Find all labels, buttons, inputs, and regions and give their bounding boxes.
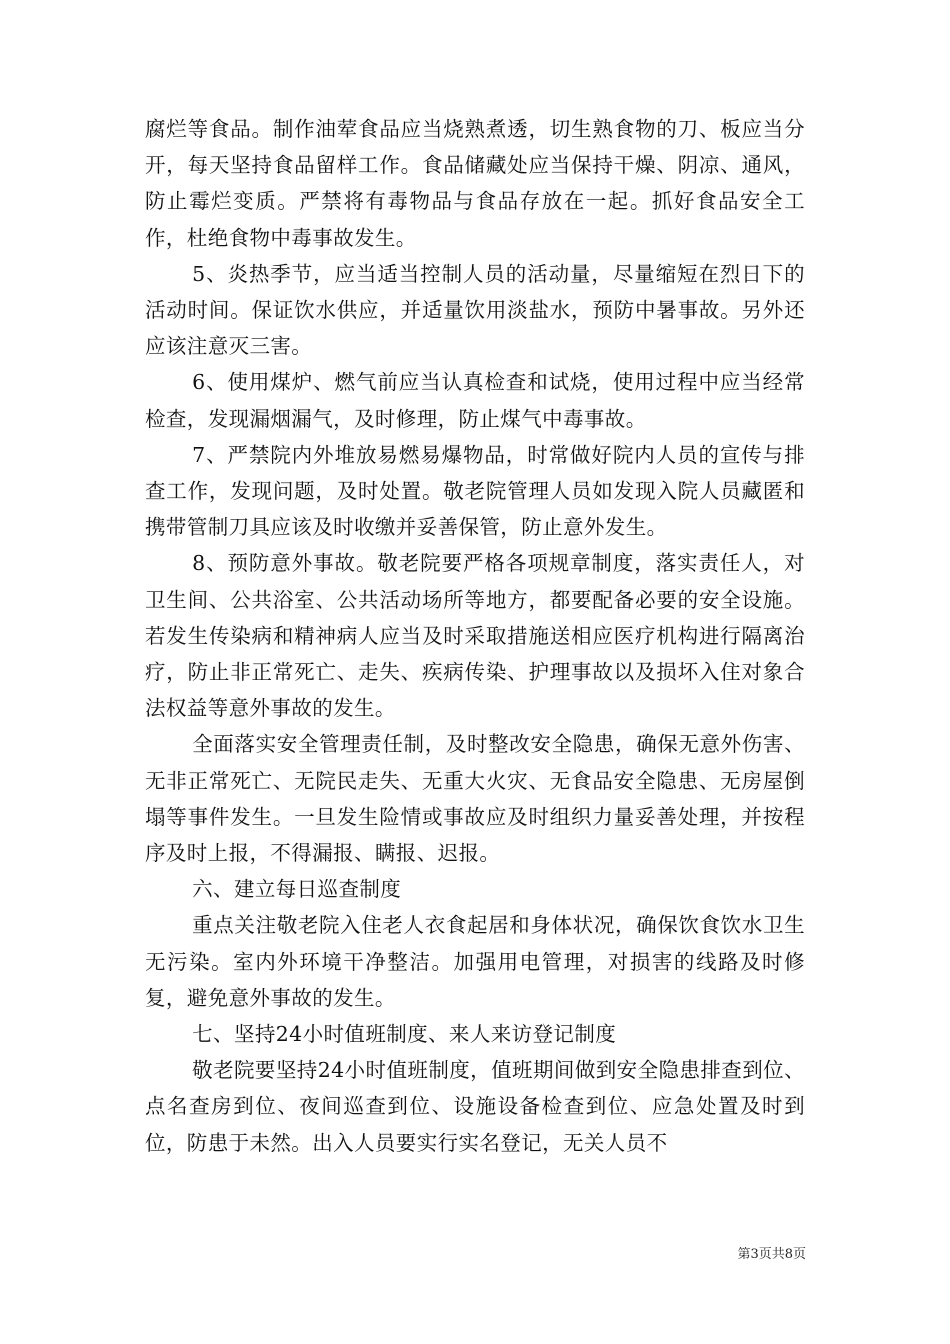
paragraph-duty-system: 敬老院要坚持24小时值班制度，值班期间做到安全隐患排查到位、点名查房到位、夜间巡查到位、设施设备检查到位、应急处置及时到位，防患于未然。出入人员要实行实名登记，无关人员不: [145, 1058, 805, 1155]
paragraph-safety-responsibility: 全面落实安全管理责任制，及时整改安全隐患，确保无意外伤害、无非正常死亡、无院民走失、无重大火灾、无食品安全隐患、无房屋倒塌等事件发生。一旦发生险情或事故应及时组织力量妥善处理，并按程序及时上报，不得漏报、瞒报、迟报。: [145, 732, 805, 866]
page-number-footer: [737, 1247, 806, 1263]
paragraph-item-6: 6、使用煤炉、燃气前应当认真检查和试烧，使用过程中应当经常检查，发现漏烟漏气，及时修理，防止煤气中毒事故。: [145, 370, 805, 431]
paragraph-item-8: 8、预防意外事故。敬老院要严格各项规章制度，落实责任人，对卫生间、公共浴室、公共活动场所等地方，都要配备必要的安全设施。若发生传染病和精神病人应当及时采取措施送相应医疗机构进行隔离治疗，防止非正常死亡、走失、疾病传染、护理事故以及损坏入住对象合法权益等意外事故的发生。: [145, 551, 805, 721]
document-body: [145, 111, 805, 1161]
section-heading-7: 七、坚持24小时值班制度、来人来访登记制度: [192, 1022, 617, 1047]
paragraph-item-5: 5、炎热季节，应当适当控制人员的活动量，尽量缩短在烈日下的活动时间。保证饮水供应，并适量饮用淡盐水，预防中暑事故。另外还应该注意灭三害。: [145, 261, 805, 359]
paragraph-continuation: 腐烂等食品。制作油荤食品应当烧熟煮透，切生熟食物的刀、板应当分开，每天坚持食品留样工作。食品储藏处应当保持干燥、阴凉、通风，防止霉烂变质。严禁将有毒物品与食品存放在一起。抓好食品安全工作，杜绝食物中毒事故发生。: [145, 117, 805, 250]
page-number-label: 第3页共8页: [737, 1247, 806, 1262]
paragraph-daily-inspection: 重点关注敬老院入住老人衣食起居和身体状况，确保饮食饮水卫生无污染。室内外环境干净整洁。加强用电管理，对损害的线路及时修复，避免意外事故的发生。: [145, 913, 805, 1010]
section-heading-6: 六、建立每日巡查制度: [192, 877, 402, 902]
paragraph-item-7: 7、严禁院内外堆放易燃易爆物品，时常做好院内人员的宣传与排查工作，发现问题，及时处置。敬老院管理人员如发现入院人员藏匿和携带管制刀具应该及时收缴并妥善保管，防止意外发生。: [145, 442, 805, 540]
